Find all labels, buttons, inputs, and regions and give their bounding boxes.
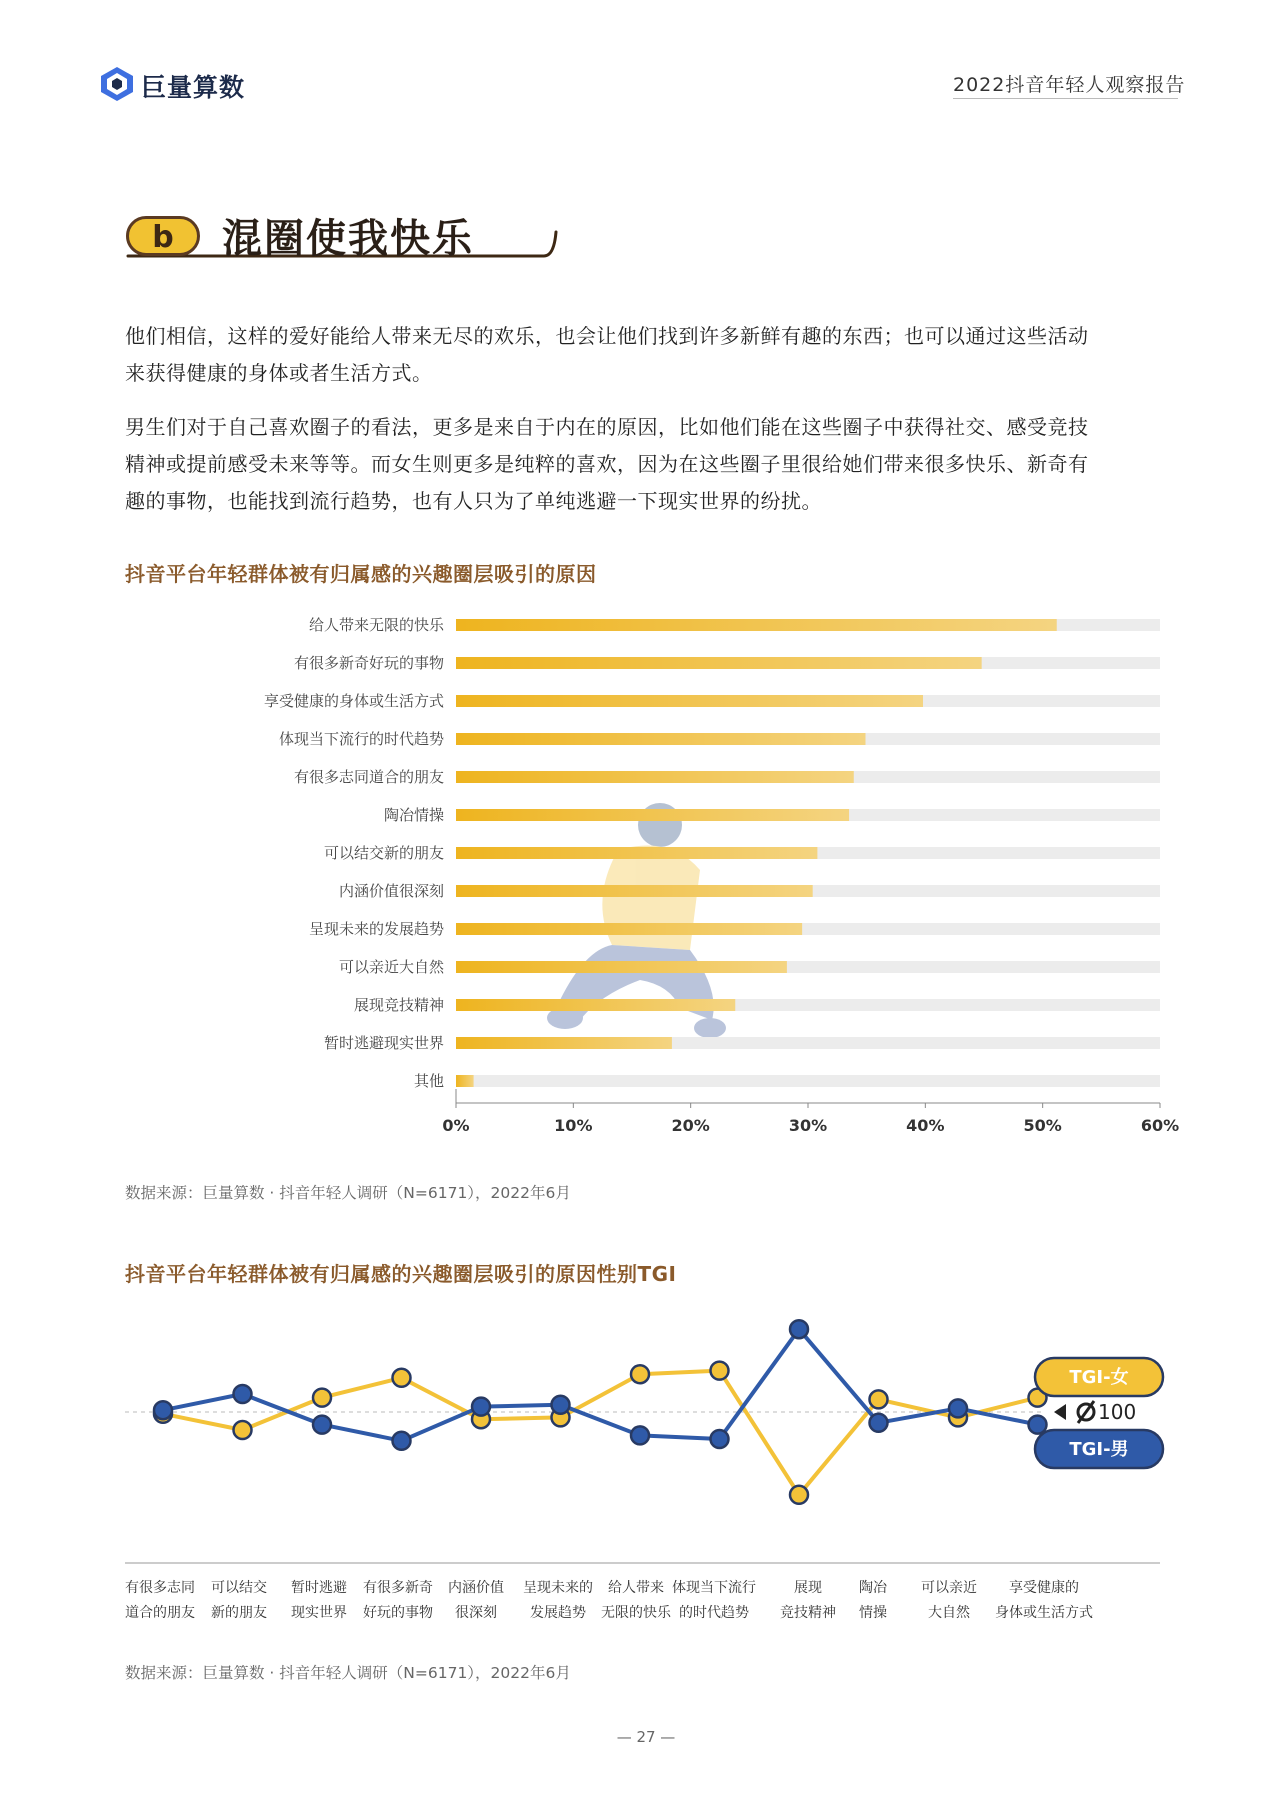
bar-fill (456, 733, 865, 745)
report-title: 2022抖音年轻人观察报告 (953, 74, 1186, 96)
bar-fill (456, 657, 982, 669)
x-tick-label: 20% (671, 1116, 710, 1135)
male-tgi-point (472, 1398, 490, 1416)
section-title: 混圈使我快乐 (222, 216, 474, 262)
male-tgi-point (870, 1414, 888, 1432)
female-tgi-line (163, 1371, 1038, 1495)
male-tgi-point (949, 1399, 967, 1417)
category-label: 陶冶 (859, 1580, 887, 1596)
category-label: 道合的朋友 (125, 1605, 195, 1621)
paragraph-line: 来获得健康的身体或者生活方式。 (125, 361, 433, 385)
reference-value-label: 100 (1098, 1400, 1137, 1424)
bar-category-label: 有很多新奇好玩的事物 (293, 654, 444, 672)
bar-category-label: 有很多志同道合的朋友 (293, 768, 444, 786)
category-label: 发展趋势 (530, 1605, 586, 1621)
category-label: 享受健康的 (1009, 1580, 1079, 1596)
bar-fill (456, 999, 735, 1011)
male-tgi-line (163, 1329, 1038, 1441)
line-chart-title: 抖音平台年轻群体被有归属感的兴趣圈层吸引的原因性别TGI (125, 1262, 677, 1286)
category-label: 体现当下流行 (672, 1580, 756, 1596)
male-tgi-point (711, 1430, 729, 1448)
male-tgi-point (313, 1416, 331, 1434)
category-label: 暂时逃避 (291, 1580, 347, 1596)
male-tgi-point (1029, 1416, 1047, 1434)
bar-category-label: 给人带来无限的快乐 (308, 616, 444, 634)
category-label: 内涵价值 (448, 1580, 504, 1596)
bar-fill (456, 809, 849, 821)
bar-fill (456, 923, 802, 935)
bar-fill (456, 961, 787, 973)
bar-category-label: 暂时逃避现实世界 (323, 1034, 444, 1052)
category-label: 给人带来 (608, 1580, 664, 1596)
male-tgi-point (234, 1385, 252, 1403)
x-tick-label: 60% (1140, 1116, 1180, 1135)
category-label: 很深刻 (455, 1605, 497, 1621)
category-label: 大自然 (928, 1605, 970, 1621)
bar-category-label: 陶冶情操 (383, 806, 444, 824)
category-label: 有很多新奇 (363, 1580, 433, 1596)
paragraph-line: 趣的事物，也能找到流行趋势，也有人只为了单纯逃避一下现实世界的纷扰。 (125, 489, 822, 513)
reasons-bar-chart (0, 600, 1280, 1160)
legend-female-label: TGI-女 (1069, 1367, 1129, 1388)
paragraph-line: 男生们对于自己喜欢圈子的看法，更多是来自于内在的原因，比如他们能在这些圈子中获得社交、感受竞技 (125, 415, 1089, 439)
category-label: 无限的快乐 (601, 1605, 671, 1621)
paragraph-line: 精神或提前感受未来等等。而女生则更多是纯粹的喜欢，因为在这些圈子里很给她们带来很多快乐、新奇有 (125, 452, 1089, 476)
gender-paragraph (125, 409, 1165, 520)
category-label: 的时代趋势 (679, 1605, 749, 1621)
paragraph-line: 他们相信，这样的爱好能给人带来无尽的欢乐，也会让他们找到许多新鲜有趣的东西；也可以通过这些活动 (125, 324, 1089, 348)
page-number: — 27 — (616, 1728, 676, 1746)
header-divider (953, 98, 1178, 99)
x-tick-label: 50% (1023, 1116, 1062, 1135)
x-tick-label: 40% (906, 1116, 945, 1135)
reference-marker-icon (1054, 1404, 1066, 1420)
female-tgi-point (631, 1365, 649, 1383)
female-tgi-point (870, 1390, 888, 1408)
male-tgi-point (154, 1401, 172, 1419)
bar-chart-source: 数据来源：巨量算数 · 抖音年轻人调研（N=6171），2022年6月 (125, 1184, 571, 1202)
category-label: 可以结交 (211, 1580, 267, 1596)
gender-tgi-line-chart (0, 1300, 1280, 1640)
bar-category-label: 可以亲近大自然 (338, 958, 444, 976)
bar-track (456, 1075, 1160, 1087)
female-tgi-point (393, 1369, 411, 1387)
category-label: 新的朋友 (211, 1605, 267, 1621)
male-tgi-point (790, 1320, 808, 1338)
female-tgi-point (234, 1421, 252, 1439)
line-chart-source: 数据来源：巨量算数 · 抖音年轻人调研（N=6171），2022年6月 (125, 1664, 571, 1682)
category-label: 现实世界 (291, 1605, 347, 1621)
bar-fill (456, 619, 1057, 631)
category-label: 情操 (859, 1605, 887, 1621)
section-badge: b (126, 216, 200, 256)
x-tick-label: 30% (788, 1116, 828, 1135)
category-label: 有很多志同 (125, 1580, 195, 1596)
intro-paragraph (125, 318, 1165, 392)
bar-fill (456, 885, 813, 897)
category-label: 可以亲近 (921, 1580, 977, 1596)
brand-logo-text: 巨量算数 (141, 73, 246, 102)
category-label: 好玩的事物 (363, 1605, 433, 1621)
female-tgi-point (313, 1389, 331, 1407)
bar-category-label: 展现竞技精神 (353, 996, 444, 1014)
bar-category-label: 其他 (413, 1072, 444, 1090)
category-label: 竞技精神 (780, 1605, 836, 1621)
category-label: 身体或生活方式 (995, 1605, 1093, 1621)
bar-fill (456, 771, 854, 783)
male-tgi-point (393, 1432, 411, 1450)
brand-logo-icon (100, 66, 134, 102)
male-tgi-point (552, 1396, 570, 1414)
female-tgi-point (790, 1486, 808, 1504)
category-label: 展现 (794, 1580, 822, 1596)
bar-category-label: 享受健康的身体或生活方式 (263, 692, 444, 710)
bar-fill (456, 847, 817, 859)
bar-category-label: 内涵价值很深刻 (338, 882, 444, 900)
bar-category-label: 呈现未来的发展趋势 (308, 920, 444, 938)
bar-category-label: 体现当下流行的时代趋势 (278, 730, 444, 748)
category-label: 呈现未来的 (523, 1580, 593, 1596)
bar-chart-title: 抖音平台年轻群体被有归属感的兴趣圈层吸引的原因 (125, 562, 597, 586)
legend-male-label: TGI-男 (1069, 1439, 1129, 1460)
bar-fill (456, 695, 923, 707)
x-tick-label: 0% (442, 1116, 470, 1135)
x-tick-label: 10% (554, 1116, 593, 1135)
bar-category-label: 可以结交新的朋友 (323, 844, 444, 862)
bar-fill (456, 1075, 474, 1087)
female-tgi-point (711, 1362, 729, 1380)
male-tgi-point (631, 1426, 649, 1444)
bar-fill (456, 1037, 672, 1049)
